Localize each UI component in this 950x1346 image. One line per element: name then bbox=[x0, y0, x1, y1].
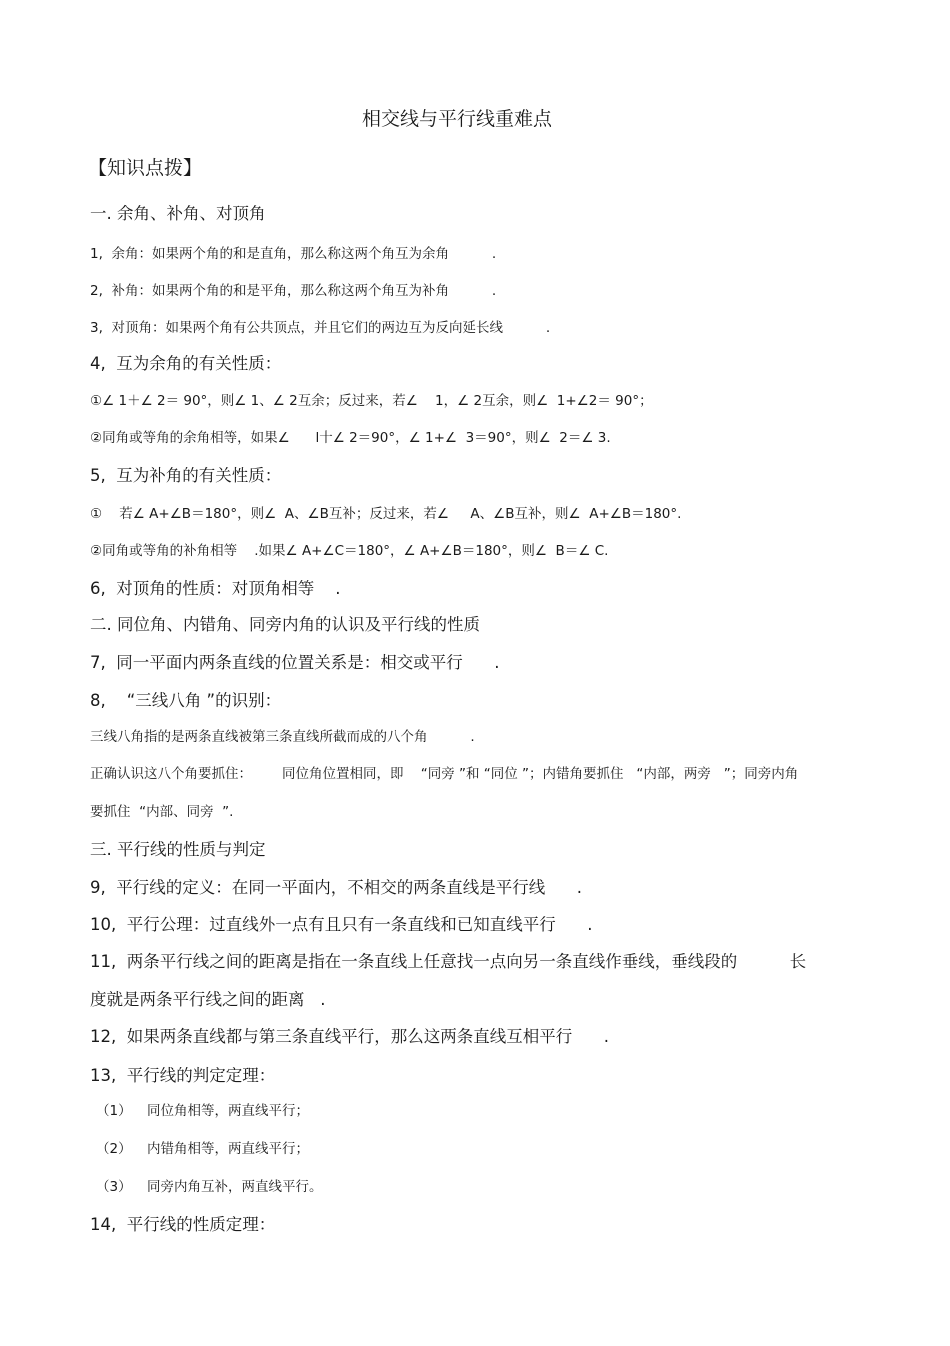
text-line: 10, 平行公理：过直线外一点有且只有一条直线和已知直线平行 . bbox=[90, 915, 593, 934]
text-line: 5, 互为补角的有关性质： bbox=[90, 466, 282, 485]
text-line: 正确认识这八个角要抓住： 同位角位置相同，即 “同旁 ”和 “同位 ”；内错角要抓住 “内部，两旁 ”；同旁内角 bbox=[90, 766, 799, 782]
section-heading-2: 二. 同位角、内错角、同旁内角的认识及平行线的性质 bbox=[90, 615, 480, 634]
text-line: 4, 互为余角的有关性质： bbox=[90, 354, 282, 373]
text-line: ① 若∠ A+∠B＝180°，则∠ A、∠B互补；反过来，若∠ A、∠B互补，则∠ A+∠B＝180°. bbox=[90, 506, 682, 522]
text-line: ②同角或等角的余角相等，如果∠ l十∠ 2＝90°，∠ 1+∠ 3＝90°，则∠ 2＝∠ 3. bbox=[90, 430, 611, 446]
criterion-text: 同旁内角互补，两直线平行。 bbox=[147, 1179, 323, 1195]
text-line: 12, 如果两条直线都与第三条直线平行，那么这两条直线互相平行 . bbox=[90, 1027, 609, 1046]
text-line: 6, 对顶角的性质：对顶角相等 . bbox=[90, 579, 341, 598]
knowledge-header: 【知识点拨】 bbox=[88, 157, 203, 179]
criterion-text: 同位角相等，两直线平行； bbox=[147, 1103, 309, 1119]
text-line: 8, “三线八角 ”的识别： bbox=[90, 691, 282, 710]
page-title: 相交线与平行线重难点 bbox=[362, 108, 553, 130]
criterion-tag: （3） bbox=[96, 1179, 132, 1195]
text-line: 1, 余角：如果两个角的和是直角，那么称这两个角互为余角 . bbox=[90, 246, 497, 262]
text-line: 7, 同一平面内两条直线的位置关系是：相交或平行 . bbox=[90, 653, 500, 672]
criterion-text: 内错角相等，两直线平行； bbox=[147, 1141, 309, 1157]
section-heading-3: 三. 平行线的性质与判定 bbox=[90, 840, 266, 859]
text-line: 13, 平行线的判定定理： bbox=[90, 1066, 276, 1085]
text-line: ②同角或等角的补角相等 .如果∠ A+∠C＝180°，∠ A+∠B＝180°，则∠ B＝∠ C. bbox=[90, 543, 609, 559]
criterion-tag: （2） bbox=[96, 1141, 132, 1157]
criterion-tag: （1） bbox=[96, 1103, 132, 1119]
text-line: 9, 平行线的定义：在同一平面内，不相交的两条直线是平行线 . bbox=[90, 878, 582, 897]
text-line: ①∠ 1＋∠ 2＝ 90°，则∠ 1、∠ 2互余；反过来，若∠ 1，∠ 2互余，则∠ 1+∠2＝ 90°； bbox=[90, 393, 653, 409]
text-line: 要抓住 “内部、同旁 ”. bbox=[90, 804, 234, 820]
text-line: 2, 补角：如果两个角的和是平角，那么称这两个角互为补角 . bbox=[90, 283, 497, 299]
text-line: 11, 两条平行线之间的距离是指在一条直线上任意找一点向另一条直线作垂线，垂线段的 长 bbox=[90, 952, 807, 971]
text-line: 三线八角指的是两条直线被第三条直线所截而成的八个角 . bbox=[90, 729, 475, 745]
text-line: 3, 对顶角：如果两个角有公共顶点，并且它们的两边互为反向延长线 . bbox=[90, 320, 551, 336]
text-line: 14, 平行线的性质定理： bbox=[90, 1215, 276, 1234]
text-line: 度就是两条平行线之间的距离 . bbox=[90, 990, 326, 1009]
section-heading-1: 一. 余角、补角、对顶角 bbox=[90, 204, 266, 223]
